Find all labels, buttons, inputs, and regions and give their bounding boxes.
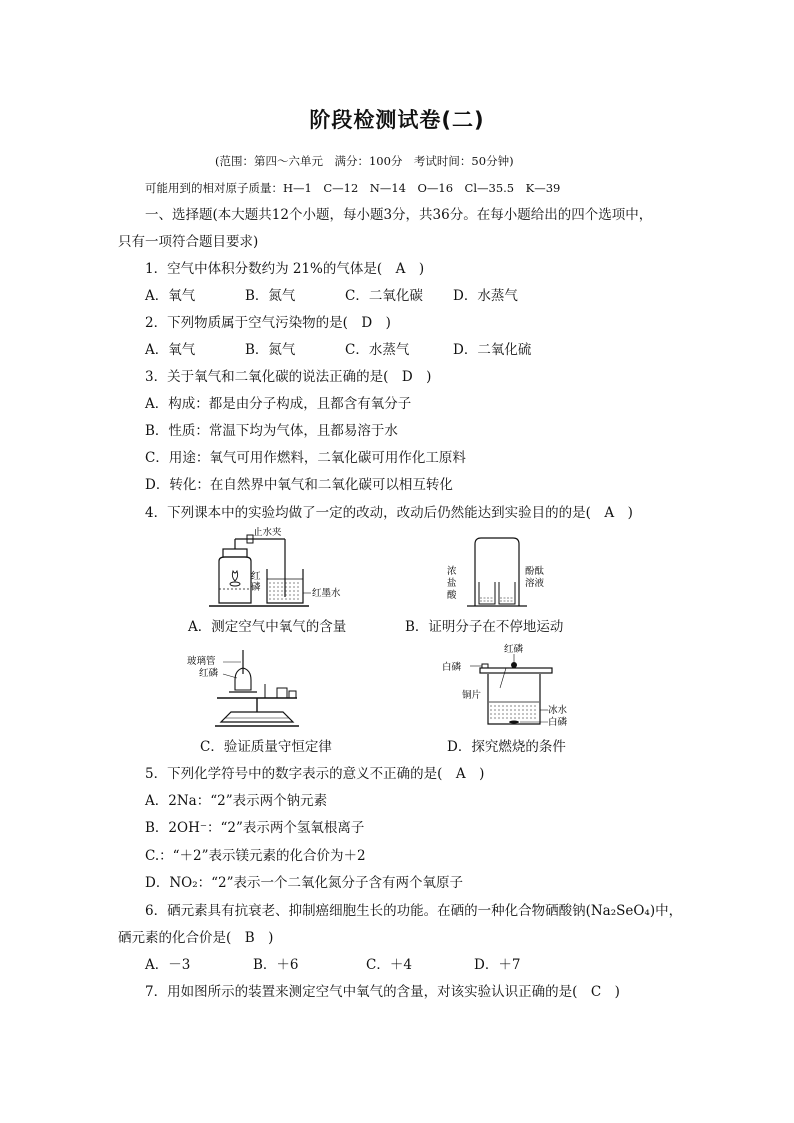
section-heading: 一、选择题(本大题共12个小题，每小题3分，共36分。在每小题给出的四个选项中， bbox=[145, 207, 653, 223]
q5-option-b: B．2OH⁻：“2”表示两个氢氧根离子 bbox=[145, 820, 365, 836]
label-red-phosphorus-1: 红 bbox=[251, 571, 261, 582]
exam-info: (范围：第四～六单元 满分：100分 考试时间：50分钟) bbox=[215, 154, 514, 168]
label-white-phosphorus-bottom: 白磷 bbox=[548, 717, 568, 728]
q3-option-d: D．转化：在自然界中氧气和二氧化碳可以相互转化 bbox=[145, 477, 453, 493]
q2-option-a: A．氧气 bbox=[145, 342, 196, 358]
page-title: 阶段检测试卷(二) bbox=[309, 108, 485, 132]
label-red-phosphorus: 红磷 bbox=[504, 644, 524, 655]
label-red-phosphorus-2: 磷 bbox=[251, 582, 261, 593]
q2-option-b: B．氮气 bbox=[245, 342, 296, 358]
q5-option-a: A．2Na：“2”表示两个钠元素 bbox=[145, 793, 328, 809]
q1-stem: 1．空气中体积分数约为 21%的气体是( A ) bbox=[145, 261, 425, 277]
q2-option-d: D．二氧化硫 bbox=[453, 342, 532, 358]
q2-stem: 2．下列物质属于空气污染物的是( D ) bbox=[145, 315, 391, 331]
q1-option-d: D．水蒸气 bbox=[453, 288, 518, 304]
figure-b-molecules-moving bbox=[445, 534, 575, 610]
q4-caption-d: D．探究燃烧的条件 bbox=[447, 739, 566, 755]
q5-option-c: C.：“＋2”表示镁元素的化合价为＋2 bbox=[145, 848, 366, 864]
q1-option-a: A．氧气 bbox=[145, 288, 196, 304]
q6-option-c: C．＋4 bbox=[366, 957, 412, 973]
label-phenolphthalein: 酚酞 bbox=[525, 566, 545, 577]
q2-option-c: C．水蒸气 bbox=[345, 342, 410, 358]
label-glass-tube: 玻璃管 bbox=[187, 656, 216, 667]
label-white-phosphorus-top: 白磷 bbox=[442, 662, 462, 673]
q6-option-a: A．－3 bbox=[145, 957, 191, 973]
q1-option-c: C．二氧化碳 bbox=[345, 288, 423, 304]
q6-option-d: D．＋7 bbox=[474, 957, 521, 973]
label-stopcock: 止水夹 bbox=[253, 527, 282, 538]
atomic-masses: 可能用到的相对原子质量：H—1 C—12 N—14 O—16 Cl—35.5 K—39 bbox=[145, 181, 561, 195]
q5-stem: 5．下列化学符号中的数字表示的意义不正确的是( A ) bbox=[145, 766, 485, 782]
figure-c-mass-conservation bbox=[185, 646, 320, 731]
q7-stem: 7．用如图所示的装置来测定空气中氧气的含量，对该实验认识正确的是( C ) bbox=[145, 984, 620, 1000]
figure-a-oxygen-content bbox=[205, 527, 355, 611]
q6-stem: 6．硒元素具有抗衰老、抑制癌细胞生长的功能。在硒的一种化合物硒酸钠(Na₂SeO₄)中， bbox=[145, 903, 683, 919]
q4-caption-c: C．验证质量守恒定律 bbox=[200, 739, 332, 755]
q5-option-d: D．NO₂：“2”表示一个二氧化氮分子含有两个氧原子 bbox=[145, 875, 464, 891]
q4-stem: 4．下列课本中的实验均做了一定的改动，改动后仍然能达到实验目的的是( A ) bbox=[145, 505, 633, 521]
label-conc-3: 酸 bbox=[447, 590, 457, 601]
label-conc-1: 浓 bbox=[447, 566, 457, 577]
figure-d-combustion-conditions bbox=[440, 640, 575, 732]
q3-option-b: B．性质：常温下均为气体，且都易溶于水 bbox=[145, 423, 398, 439]
q3-stem: 3．关于氧气和二氧化碳的说法正确的是( D ) bbox=[145, 369, 432, 385]
q6-option-b: B．＋6 bbox=[253, 957, 299, 973]
label-red-ink: 红墨水 bbox=[312, 588, 341, 599]
label-ice-water: 冰水 bbox=[548, 705, 568, 716]
q1-option-b: B．氮气 bbox=[245, 288, 296, 304]
q4-caption-a: A．测定空气中氧气的含量 bbox=[188, 619, 347, 635]
q3-option-a: A．构成：都是由分子构成，且都含有氧分子 bbox=[145, 396, 412, 412]
label-conc-2: 盐 bbox=[447, 578, 457, 589]
q6-stem-cont: 硒元素的化合价是( B ) bbox=[118, 930, 274, 946]
q3-option-c: C．用途：氧气可用作燃料，二氧化碳可用作化工原料 bbox=[145, 450, 466, 466]
section-heading-cont: 只有一项符合题目要求) bbox=[118, 234, 259, 250]
label-red-phosphorus: 红磷 bbox=[199, 668, 219, 679]
q4-caption-b: B．证明分子在不停地运动 bbox=[405, 619, 564, 635]
label-solution: 溶液 bbox=[525, 578, 545, 589]
label-copper-sheet: 铜片 bbox=[462, 690, 482, 701]
